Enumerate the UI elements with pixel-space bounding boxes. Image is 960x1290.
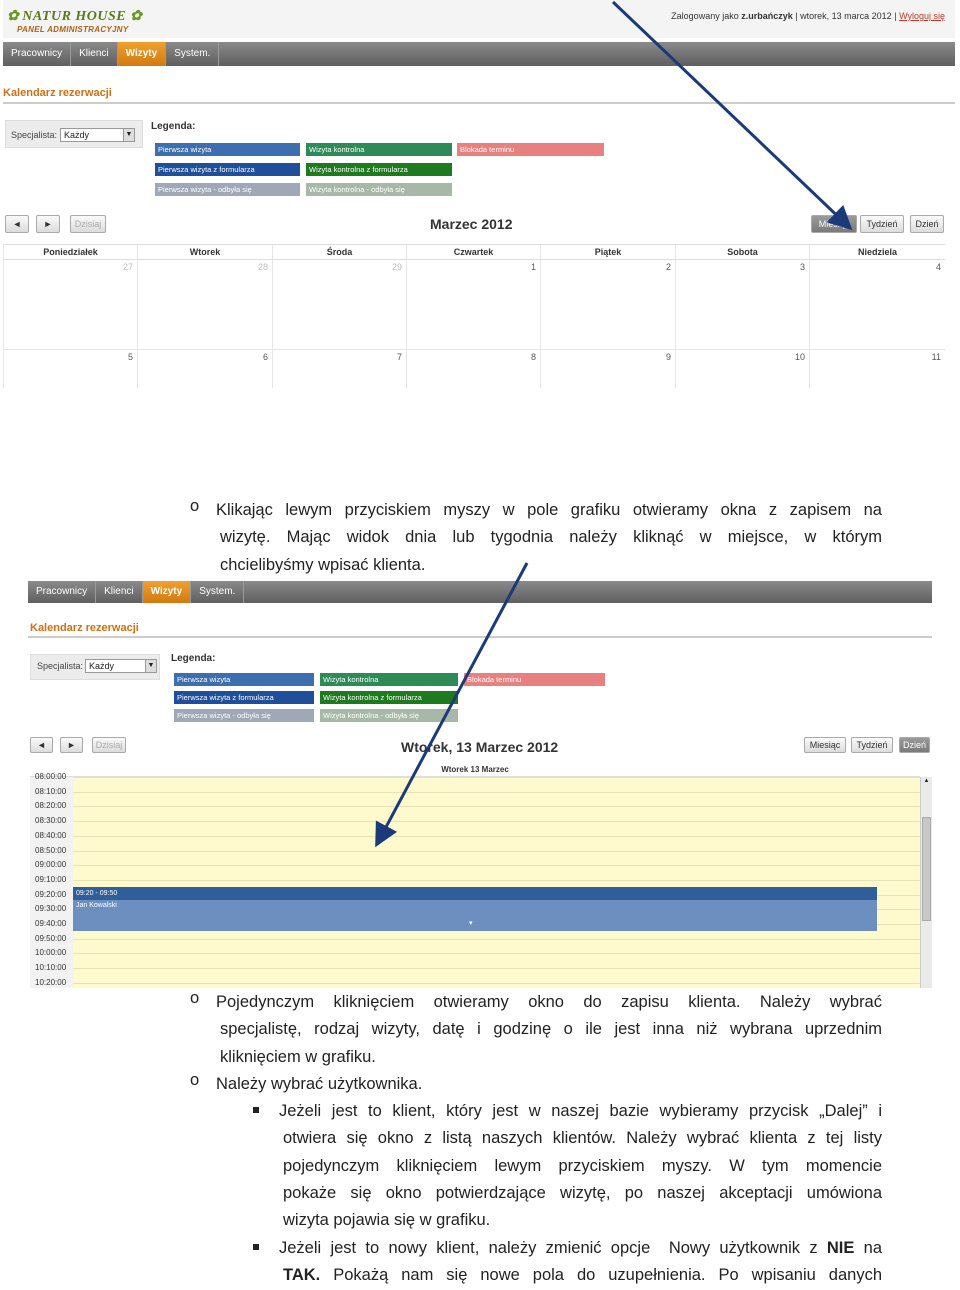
appointment-client[interactable]: Jan Kowalski ▾ (73, 900, 877, 931)
day-view-button[interactable]: Dzień (910, 215, 944, 233)
weekday-label: Środa (272, 245, 406, 259)
time-slot-label: 08:10:00 (35, 786, 67, 796)
time-slot-label: 10:20:00 (35, 977, 67, 987)
list-bullet: o (190, 1071, 200, 1089)
weekday-label: Poniedziałek (3, 245, 137, 259)
chevron-down-icon: ▼ (123, 129, 134, 141)
month-view-button[interactable]: Miesiąc (804, 737, 846, 753)
legend-first-visit-done: Pierwsza wizyta - odbyła się (155, 183, 300, 196)
instruction-paragraph-1: Klikając lewym przyciskiem myszy w pole grafiku otwieramy okna z zapisem na wizytę. Mając widok dnia lub tygodnia należy kliknąć w miejsce, w którym chcielibyśmy wpisać klienta. (216, 501, 882, 574)
list-bullet: o (190, 497, 200, 515)
nav-system[interactable]: System. (166, 42, 219, 66)
time-slot-label: 09:50:00 (35, 933, 67, 943)
resize-handle-icon[interactable]: ▾ (469, 920, 473, 927)
nav-clients[interactable]: Klienci (96, 581, 142, 603)
time-slot-label: 09:30:00 (35, 904, 67, 914)
day-cell[interactable]: 11 (809, 350, 945, 388)
time-slot-label: 08:50:00 (35, 845, 67, 855)
nav-visits[interactable]: Wizyty (118, 42, 167, 66)
legend-control-visit-form: Wizyta kontrolna z formularza (320, 691, 458, 704)
page-title: Kalendarz rezerwacji (30, 622, 139, 634)
specialist-select[interactable]: Każdy ▼ (85, 659, 157, 673)
time-slot-label: 08:00:00 (35, 772, 67, 781)
logo: ✿ NATUR HOUSE ✿ (7, 9, 143, 24)
arrow-to-time-slot (378, 563, 527, 842)
nav-employees[interactable]: Pracownicy (3, 42, 71, 66)
nav-visits[interactable]: Wizyty (143, 581, 192, 603)
day-cell[interactable]: 27 (3, 260, 137, 350)
time-slot-label: 09:20:00 (35, 889, 67, 899)
calendar-title: Marzec 2012 (430, 216, 513, 232)
nav-clients[interactable]: Klienci (71, 42, 117, 66)
nav-employees[interactable]: Pracownicy (28, 581, 96, 603)
day-cell[interactable]: 7 (272, 350, 406, 388)
next-button[interactable]: ► (36, 215, 60, 233)
arrow-to-month-button (613, 2, 848, 226)
day-cell[interactable]: 28 (137, 260, 272, 350)
user-info: Zalogowany jako z.urbańczyk | wtorek, 13 marca 2012 | Wyloguj się (671, 11, 945, 21)
day-cell[interactable]: 8 (406, 350, 540, 388)
day-cell[interactable]: 3 (675, 260, 809, 350)
logo-subtitle: PANEL ADMINISTRACYJNY (17, 25, 129, 34)
today-button[interactable]: Dzisiaj (92, 737, 126, 753)
legend-control-visit-done: Wizyta kontrolna - odbyła się (320, 709, 458, 722)
nav-system[interactable]: System. (191, 581, 244, 603)
day-cell[interactable]: 2 (540, 260, 675, 350)
instruction-subpoint-1: Jeżeli jest to klient, który jest w naszej bazie wybieramy przycisk „Dalej” i otwiera się okno z listą naszych klientów. Należy wybrać klienta z tej listy pojedynczym kliknięciem lewym przyciskiem myszy. W tym momencie pokaże się okno potwierdzające wizytę, po naszej akceptacji umówiona wizyta pojawia się w grafiku. (279, 1102, 882, 1230)
weekday-label: Wtorek (137, 245, 272, 259)
appointment-time[interactable]: 09:20 - 09:50 (73, 887, 877, 900)
time-slot-label: 08:20:00 (35, 801, 67, 811)
weekday-label: Czwartek (406, 245, 540, 259)
calendar-title: Wtorek, 13 Marzec 2012 (401, 739, 559, 755)
prev-button[interactable]: ◄ (5, 215, 29, 233)
legend-control-visit: Wizyta kontrolna (320, 673, 458, 686)
day-cell[interactable]: 1 (406, 260, 540, 350)
user-name: z.urbańczyk (741, 11, 793, 21)
week-view-button[interactable]: Tydzień (851, 737, 893, 753)
time-slot-label: 09:00:00 (35, 860, 67, 870)
legend-block: Blokada terminu (457, 143, 604, 156)
legend-title: Legenda: (171, 653, 216, 664)
list-bullet: o (190, 989, 200, 1007)
logout-link[interactable]: Wyloguj się (899, 11, 945, 21)
today-button[interactable]: Dzisiaj (70, 215, 106, 233)
day-cell[interactable]: 29 (272, 260, 406, 350)
instruction-paragraph-3: Należy wybrać użytkownika. (216, 1075, 423, 1093)
legend-control-visit: Wizyta kontrolna (306, 143, 452, 156)
weekday-label: Niedziela (809, 245, 945, 259)
legend-first-visit: Pierwsza wizyta (174, 673, 314, 686)
legend-first-visit-done: Pierwsza wizyta - odbyła się (174, 709, 314, 722)
specialist-label: Specjalista: (37, 661, 84, 671)
time-slot-label: 09:40:00 (35, 919, 67, 928)
legend-title: Legenda: (151, 121, 196, 132)
next-button[interactable]: ► (60, 737, 83, 753)
day-view-button[interactable]: Dzień (899, 737, 930, 753)
day-cell[interactable]: 10 (675, 350, 809, 388)
current-date: wtorek, 13 marca 2012 (800, 11, 892, 21)
weekday-label: Piątek (540, 245, 675, 259)
day-cell[interactable]: 6 (137, 350, 272, 388)
scroll-up-icon[interactable]: ▲ (923, 778, 930, 784)
leaf-icon: ✿ (7, 9, 20, 24)
legend-first-visit-form: Pierwsza wizyta z formularza (155, 163, 300, 176)
prev-button[interactable]: ◄ (30, 737, 53, 753)
time-slot-label: 10:10:00 (35, 963, 67, 973)
page-title: Kalendarz rezerwacji (3, 87, 112, 99)
time-slot-label: 08:30:00 (35, 816, 67, 826)
day-column-header: Wtorek 13 Marzec (30, 765, 920, 777)
time-slot-label: 08:40:00 (35, 830, 67, 840)
legend-control-visit-done: Wizyta kontrolna - odbyła się (306, 183, 452, 196)
specialist-label: Specjalista: (11, 130, 58, 140)
day-cell[interactable]: 4 (809, 260, 945, 350)
day-cell[interactable]: 5 (3, 350, 137, 388)
legend-control-visit-form: Wizyta kontrolna z formularza (306, 163, 452, 176)
leaf-icon: ✿ (130, 9, 143, 24)
instruction-subpoint-2: Jeżeli jest to nowy klient, należy zmienić opcje Nowy użytkownik z NIE na TAK. Pokażą nam się nowe pola do uzupełnienia. Po wpisaniu danych (279, 1239, 883, 1285)
day-cell[interactable]: 9 (540, 350, 675, 388)
legend-block: Blokada terminu (464, 673, 605, 686)
time-slot-label: 09:10:00 (35, 874, 67, 884)
legend-first-visit: Pierwsza wizyta (155, 143, 300, 156)
legend-first-visit-form: Pierwsza wizyta z formularza (174, 691, 314, 704)
weekday-label: Sobota (675, 245, 809, 259)
time-slot-label: 10:00:00 (35, 948, 67, 958)
specialist-select[interactable]: Każdy ▼ (60, 128, 135, 142)
instruction-paragraph-2: Pojedynczym kliknięciem otwieramy okno do zapisu klienta. Należy wybrać specjalistę, rodzaj wizyty, datę i godzinę o ile jest inna niż wybrana uprzednim kliknięciem w grafiku. (216, 993, 882, 1066)
week-view-button[interactable]: Tydzień (860, 215, 904, 233)
chevron-down-icon: ▼ (145, 660, 156, 672)
month-view-button[interactable]: Miesiąc (811, 215, 857, 233)
